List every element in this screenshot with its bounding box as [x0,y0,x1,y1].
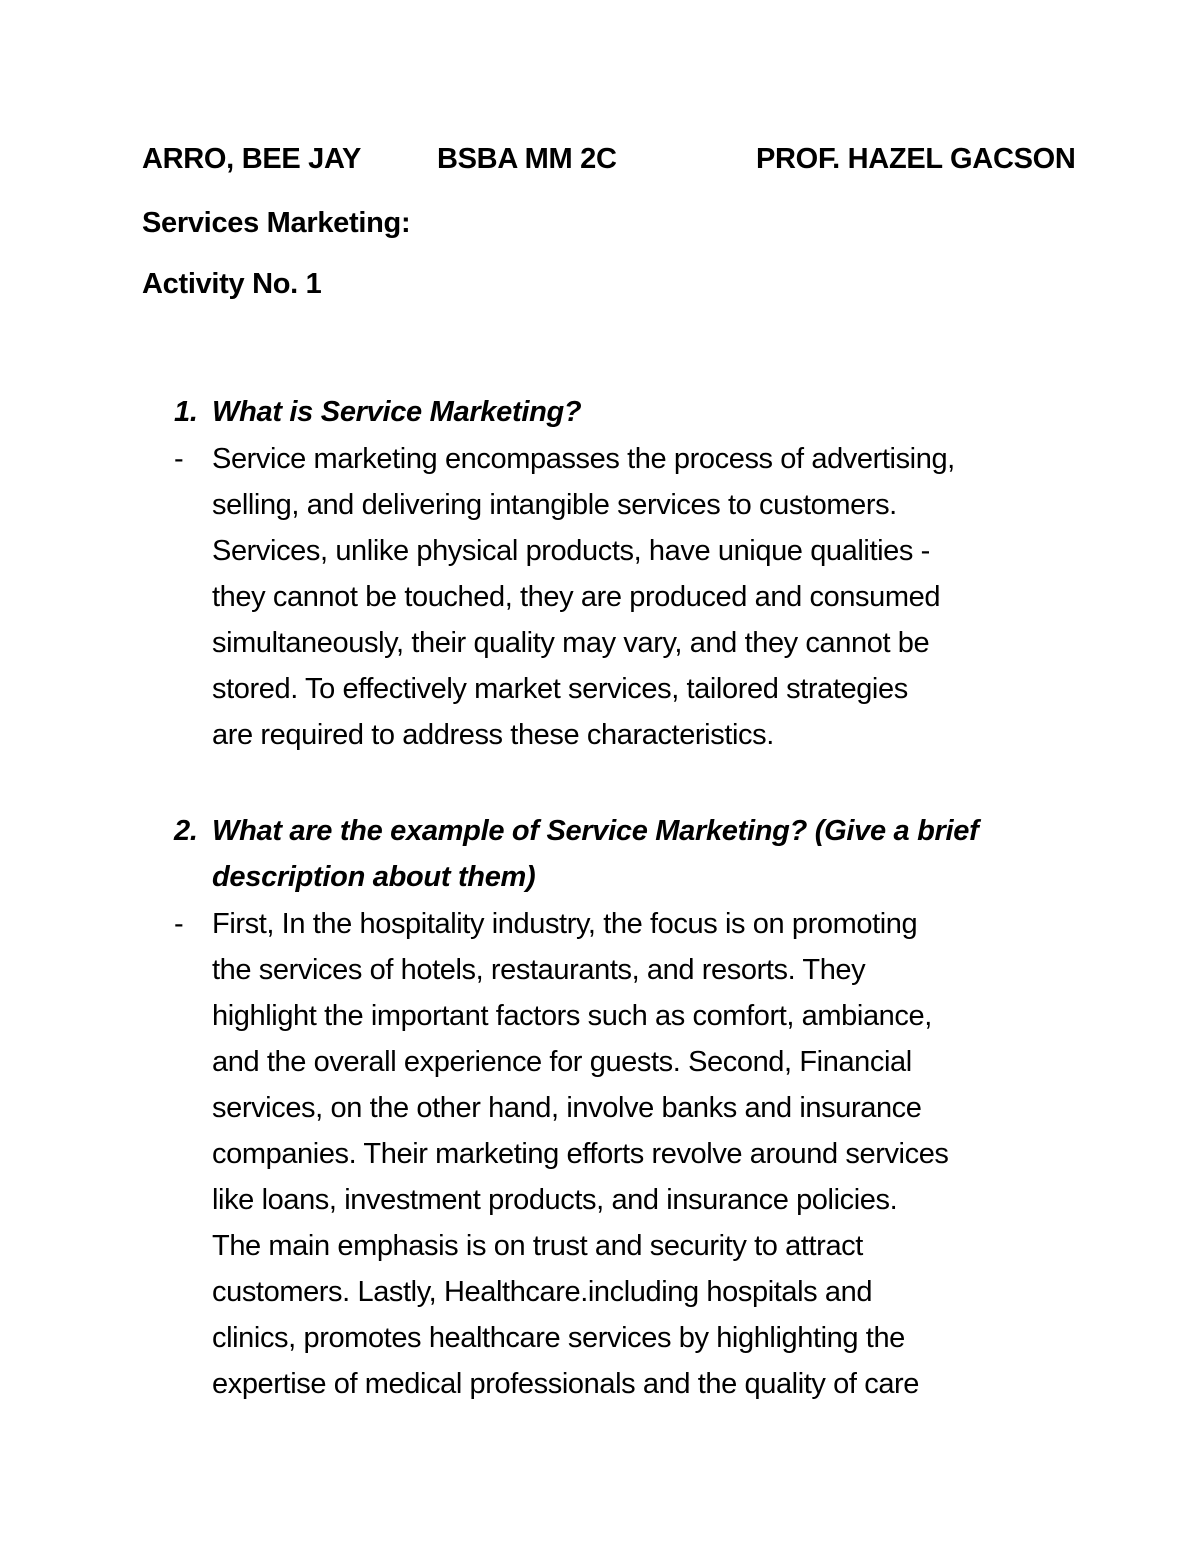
answer-line: simultaneously, their quality may vary, and they cannot be [212,627,930,659]
question-1 [174,389,1074,435]
answer-text [212,901,1074,1407]
answer-line: like loans, investment products, and insurance policies. [212,1184,898,1216]
answer-line: the services of hotels, restaurants, and resorts. They [212,954,866,986]
class-section: BSBA MM 2C [437,143,617,175]
header-row [142,143,1102,187]
answer-bullet: - [174,443,184,475]
question-line: description about them) [212,861,536,893]
answer-line: clinics, promotes healthcare services by highlighting the [212,1322,905,1354]
activity-title: Activity No. 1 [142,268,322,300]
answer-line: stored. To effectively market services, tailored strategies [212,673,908,705]
answer-line: and the overall experience for guests. Second, Financial [212,1046,912,1078]
question-number: 1. [174,396,198,428]
answer-line: First, In the hospitality industry, the focus is on promoting [212,908,918,940]
answer-line: they cannot be touched, they are produced and consumed [212,581,941,613]
answer-line: customers. Lastly, Healthcare.including hospitals and [212,1276,873,1308]
answer-line: Service marketing encompasses the process of advertising, [212,443,955,475]
subject-title: Services Marketing: [142,207,411,239]
answer-line: Services, unlike physical products, have unique qualities - [212,535,930,567]
answer-1 [174,436,1074,758]
answer-text [212,436,1074,758]
question-text: What is Service Marketing? [212,396,582,428]
answer-line: expertise of medical professionals and the quality of care [212,1368,920,1400]
answer-2 [174,901,1074,1407]
answer-line: services, on the other hand, involve banks and insurance [212,1092,922,1124]
answer-line: The main emphasis is on trust and security to attract [212,1230,863,1262]
question-2 [174,808,1074,900]
question-text [212,808,1074,900]
answer-line: selling, and delivering intangible services to customers. [212,489,897,521]
question-number: 2. [174,815,198,847]
answer-line: companies. Their marketing efforts revolve around services [212,1138,949,1170]
answer-line: highlight the important factors such as comfort, ambiance, [212,1000,932,1032]
answer-bullet: - [174,908,184,940]
answer-line: are required to address these characteristics. [212,719,774,751]
student-name: ARRO, BEE JAY [142,143,362,175]
question-line: What are the example of Service Marketing? (Give a brief [212,815,979,847]
professor-name: PROF. HAZEL GACSON [756,143,1076,175]
